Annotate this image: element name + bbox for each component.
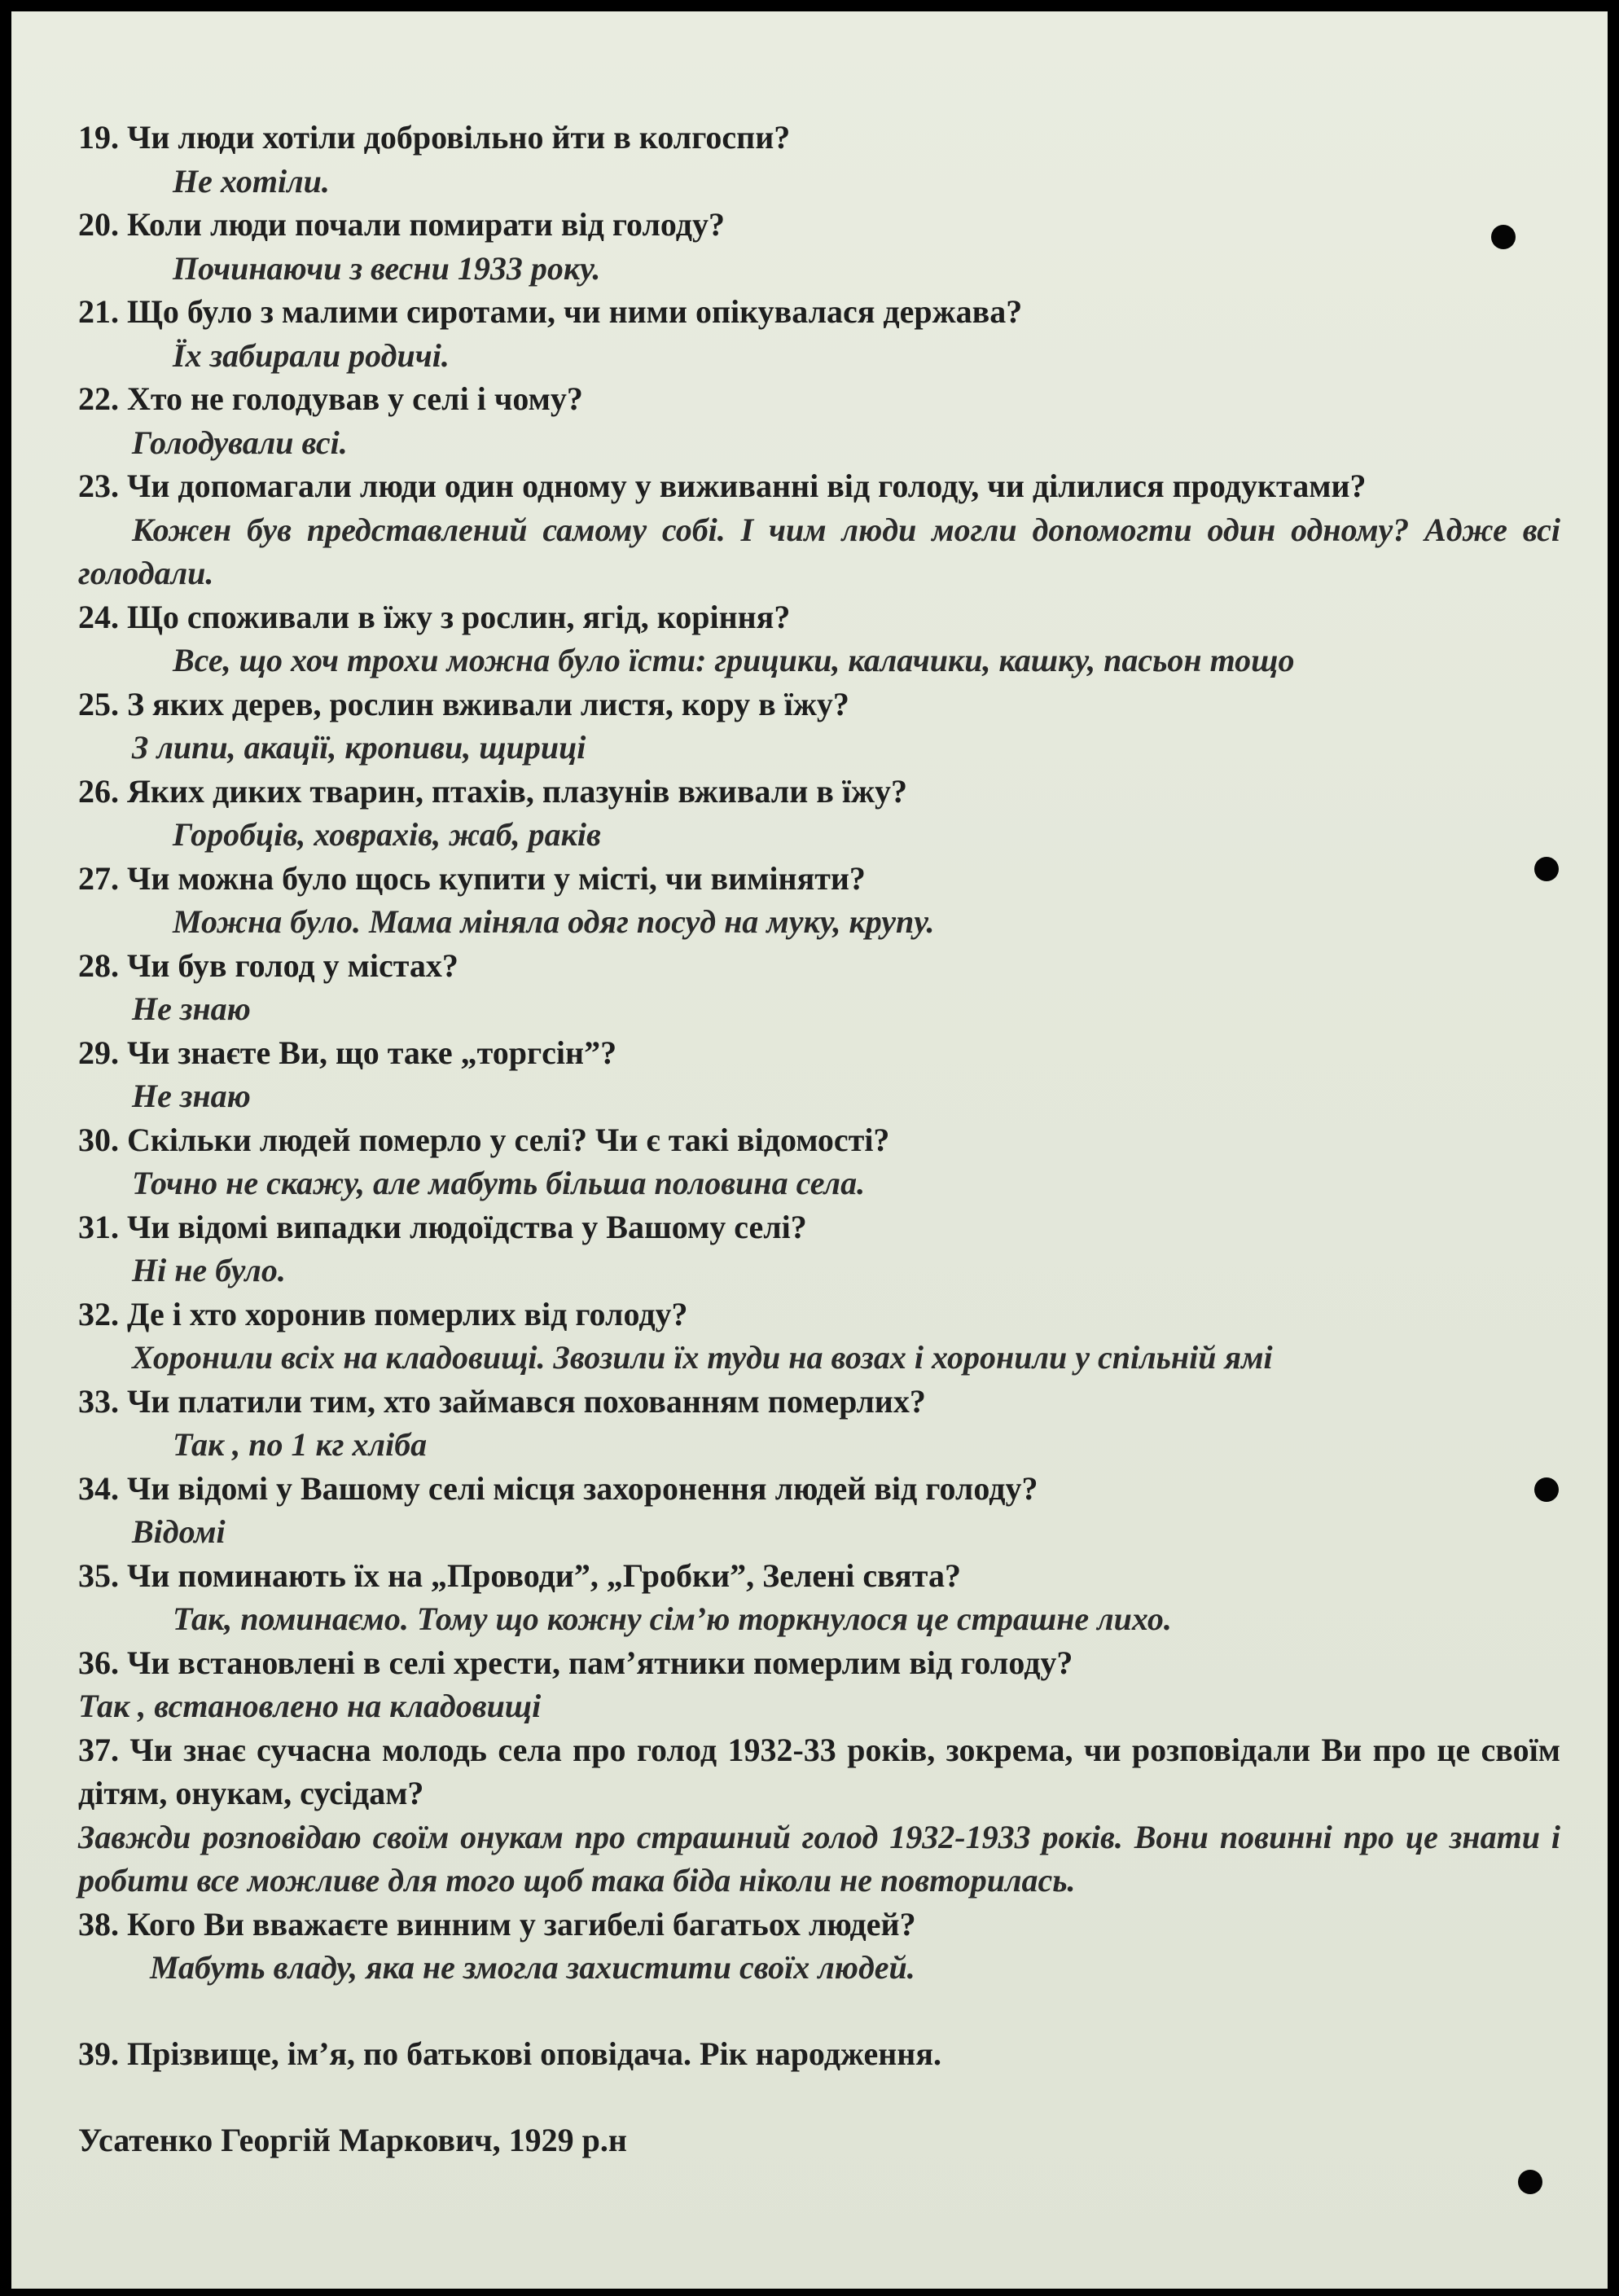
question-item: [78, 944, 1560, 1031]
answer-text: Кожен був представлений самому собі. І чим люди могли допомогти один одному? Адже всі голодали.: [78, 511, 1560, 591]
document-page: [11, 11, 1608, 2289]
question-item: [78, 1118, 1560, 1205]
question-text: 22. Хто не голодував у селі і чому?: [78, 380, 583, 417]
question-text: 37. Чи знає сучасна молодь села про голод 1932-33 років, зокрема, чи розповідали Ви про це своїм дітям, онукам, сусідам?: [78, 1731, 1560, 1811]
question-text: 26. Яких диких тварин, птахів, плазунів вживали в їжу?: [78, 772, 907, 810]
question-text: 33. Чи платили тим, хто займався похованням померлих?: [78, 1382, 926, 1420]
question-text: 32. Де і хто хоронив померлих від голоду?: [78, 1295, 688, 1332]
answer-text: Горобців, ховрахів, жаб, раків: [173, 816, 601, 853]
answer-text: Ні не було.: [132, 1252, 286, 1288]
punch-hole: [1491, 225, 1516, 249]
question-item: [78, 290, 1560, 377]
answer-text: Не знаю: [132, 1078, 251, 1114]
question-text: 30. Скільки людей померло у селі? Чи є такі відомості?: [78, 1121, 890, 1158]
answer-text: Точно не скажу, але мабуть більша половина села.: [132, 1165, 866, 1201]
question-text: 27. Чи можна було щось купити у місті, чи виміняти?: [78, 859, 866, 897]
question-text: 29. Чи знаєте Ви, що таке „торгсін”?: [78, 1034, 617, 1071]
question-item: [78, 1205, 1560, 1293]
question-item: [78, 1728, 1560, 1903]
question-item: [78, 1554, 1560, 1641]
answer-text: Все, що хоч трохи можна було їсти: грицики, калачики, кашку, пасьон тощо: [173, 642, 1295, 678]
question-text: 25. З яких дерев, рослин вживали листя, кору в їжу?: [78, 685, 849, 722]
answer-text: Так , по 1 кг хліба: [173, 1426, 428, 1463]
question-text: 31. Чи відомі випадки людоїдства у Вашому селі?: [78, 1208, 807, 1245]
question-item: [78, 203, 1560, 290]
answer-text: Не хотіли.: [173, 162, 330, 200]
narrator-name: Усатенко Георгій Маркович, 1929 р.н: [78, 2122, 627, 2158]
question-item: [78, 683, 1560, 770]
question-text: 38. Кого Ви вважаєте винним у загибелі багатьох людей?: [78, 1905, 916, 1943]
question-item: [78, 1293, 1560, 1380]
question-text: 24. Що споживали в їжу з рослин, ягід, коріння?: [78, 598, 791, 635]
answer-text: Починаючи з весни 1933 року.: [173, 249, 601, 287]
spacer: [78, 2075, 1560, 2118]
question-text: 28. Чи був голод у містах?: [78, 946, 458, 984]
question-item: [78, 770, 1560, 857]
question-text: 21. Що було з малими сиротами, чи ними опікувалася держава?: [78, 293, 1023, 330]
question-item: [78, 1641, 1560, 1728]
question-item: [78, 116, 1560, 203]
question-item: [78, 377, 1560, 464]
question-text: 34. Чи відомі у Вашому селі місця захоронення людей від голоду?: [78, 1469, 1038, 1507]
spacer: [78, 1990, 1560, 2032]
question-item: [78, 1031, 1560, 1118]
answer-text: Не знаю: [132, 990, 251, 1027]
answer-text: Їх забирали родичі.: [173, 336, 450, 374]
question-item: [78, 595, 1560, 683]
answer-text: Завжди розповідаю своїм онукам про страшний голод 1932-1933 років. Вони повинні про це знати і робити все можливе для того щоб така біда ніколи не повторилась.: [78, 1818, 1560, 1899]
answer-text: Можна було. Мама міняла одяг посуд на муку, крупу.: [173, 903, 935, 940]
question-item: [78, 464, 1560, 595]
question-text: 23. Чи допомагали люди один одному у виживанні від голоду, чи ділилися продуктами?: [78, 468, 1367, 504]
question-39-text: 39. Прізвище, ім’я, по батькові оповідача. Рік народження.: [78, 2035, 941, 2072]
question-item: [78, 857, 1560, 944]
answer-text: Так, поминаємо. Тому що кожну сім’ю торкнулося це страшне лихо.: [173, 1600, 1172, 1637]
answer-text: Так , встановлено на кладовищі: [78, 1688, 542, 1724]
question-text: 20. Коли люди почали помирати від голоду?: [78, 206, 725, 243]
question-text: 36. Чи встановлені в селі хрести, пам’ятники померлим від голоду?: [78, 1644, 1073, 1681]
answer-text: Мабуть владу, яка не змогла захистити своїх людей.: [150, 1949, 915, 1986]
answer-text: З липи, акації, кропиви, щириці: [132, 729, 586, 766]
answer-text: Відомі: [132, 1513, 226, 1550]
question-item: [78, 1380, 1560, 1467]
question-text: 35. Чи поминають їх на „Проводи”, „Гробки”, Зелені свята?: [78, 1556, 961, 1594]
punch-hole: [1534, 1477, 1559, 1502]
answer-text: Хоронили всіх на кладовищі. Звозили їх туди на возах і хоронили у спільній ямі: [132, 1339, 1273, 1376]
question-item: [78, 1903, 1560, 1990]
question-text: 19. Чи люди хотіли добровільно йти в колгоспи?: [78, 119, 791, 156]
punch-hole: [1518, 2170, 1542, 2194]
questionnaire: [78, 116, 1560, 2162]
answer-text: Голодували всі.: [132, 424, 348, 461]
punch-hole: [1534, 857, 1559, 881]
question-item: [78, 1467, 1560, 1554]
